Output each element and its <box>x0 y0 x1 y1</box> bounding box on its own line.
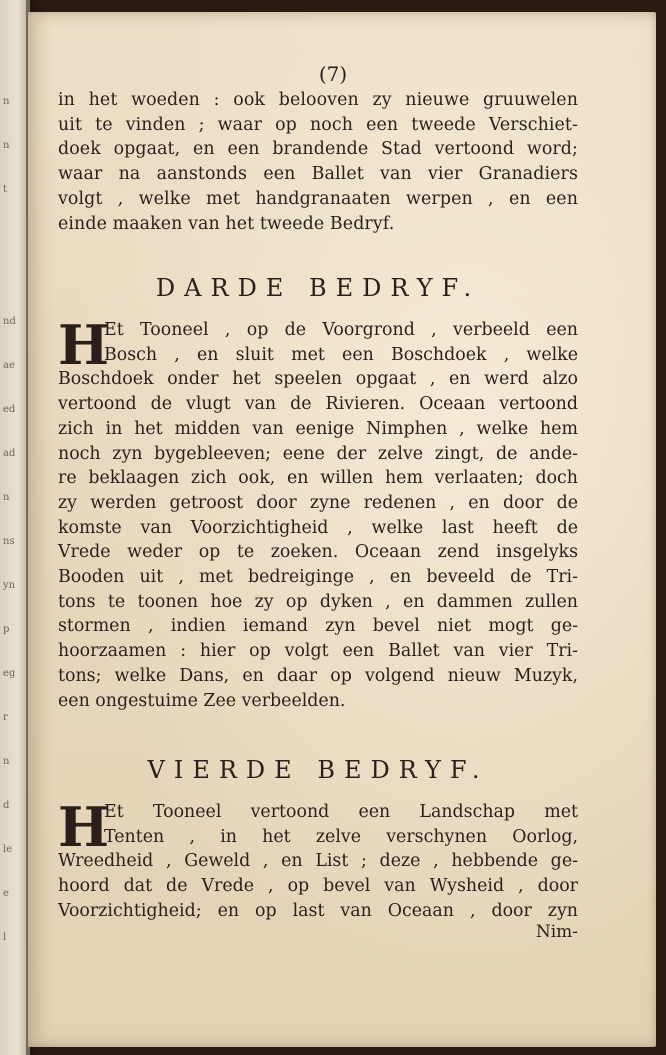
drop-cap: H <box>58 795 110 859</box>
left-page-fragment: ed <box>3 404 16 415</box>
text-line: doek opgaat, en een brandende Stad vertoond word; <box>58 139 578 160</box>
left-page-fragment: n <box>3 756 10 767</box>
left-page-fragment: n <box>3 492 10 503</box>
catchword: Nim- <box>535 922 578 942</box>
heading-vierde-bedryf: VIERDE BEDRYF. <box>147 756 489 784</box>
left-page-fragment: le <box>3 844 13 855</box>
text-line: Wreedheid , Geweld , en List ; deze , hebbende ge- <box>58 851 578 872</box>
left-page-fragment: d <box>3 800 10 811</box>
text-line: in het woeden : ook belooven zy nieuwe gruuwelen <box>58 90 578 110</box>
left-page-fragment: n <box>3 96 10 107</box>
left-page-fragment: t <box>3 184 8 195</box>
text-line: waar na aanstonds een Ballet van vier Granadiers <box>58 164 578 185</box>
section-vierde <box>58 795 578 924</box>
left-page-fragment: r <box>3 712 8 723</box>
text-line: uit te vinden ; waar op noch een tweede Verschiet- <box>58 114 578 135</box>
text-line: hoord dat de Vrede , op bevel van Wysheid , door <box>58 876 578 897</box>
text-line: noch zyn bygebleeven; eene der zelve zingt, de ande- <box>58 443 578 464</box>
heading-darde-bedryf: DARDE BEDRYF. <box>155 274 481 302</box>
page-number: (7) <box>318 62 348 86</box>
text-line: volgt , welke met handgranaaten werpen , en een <box>58 188 578 209</box>
left-page-fragment: p <box>3 624 10 635</box>
text-line: vertoond de vlugt van de Rivieren. Oceaan vertoond <box>58 394 578 415</box>
left-page-fragment: ad <box>3 448 16 459</box>
text-line: re beklaagen zich ook, en willen hem verlaaten; doch <box>58 468 578 489</box>
left-page-fragment: eg <box>3 668 16 679</box>
left-page-fragment: n <box>3 140 10 151</box>
text-line: komste van Voorzichtigheid , welke last heeft de <box>58 517 578 538</box>
left-page-fragment: e <box>3 888 9 899</box>
left-page-fragment: nd <box>3 316 16 327</box>
text-line: Vrede weder op te zoeken. Oceaan zend insgelyks <box>58 542 578 563</box>
drop-cap: H <box>58 313 110 377</box>
text-line: een ongestuime Zee verbeelden. <box>58 690 346 711</box>
text-line: zich in het midden van eenige Nimphen , welke hem <box>58 418 578 439</box>
text-line: stormen , indien iemand zyn bevel niet mogt ge- <box>58 616 578 637</box>
text-line: Tenten , in het zelve verschynen Oorlog, <box>104 826 578 847</box>
left-page-fragment: ns <box>3 536 15 547</box>
text-line: tons te toonen hoe zy op dyken , en dammen zullen <box>58 591 578 612</box>
text-line: tons; welke Dans, en daar op volgend nieuw Muzyk, <box>58 665 578 686</box>
text-line: hoorzaamen : hier op volgt een Ballet van vier Tri- <box>58 641 578 662</box>
text-line: Booden uit , met bedreiginge , en beveeld de Tri- <box>58 567 578 588</box>
text-line: Et Tooneel , op de Voorgrond , verbeeld een <box>104 320 578 340</box>
text-line: zy werden getroost door zyne redenen , en door de <box>58 492 578 513</box>
text-line: einde maaken van het tweede Bedryf. <box>58 213 395 234</box>
left-page-fragment: ae <box>3 360 15 371</box>
text-line: Et Tooneel vertoond een Landschap met <box>104 802 578 822</box>
left-page-fragment: l <box>3 932 7 943</box>
section-darde <box>58 313 578 713</box>
text-line: Boschdoek onder het speelen opgaat , en werd alzo <box>58 369 578 390</box>
left-page-fragment: yn <box>3 580 16 591</box>
text-line: Voorzichtigheid; en op last van Oceaan , door zyn <box>58 900 578 921</box>
text-line: Bosch , en sluit met een Boschdoek , welke <box>104 344 578 365</box>
top-paragraph <box>58 88 578 236</box>
